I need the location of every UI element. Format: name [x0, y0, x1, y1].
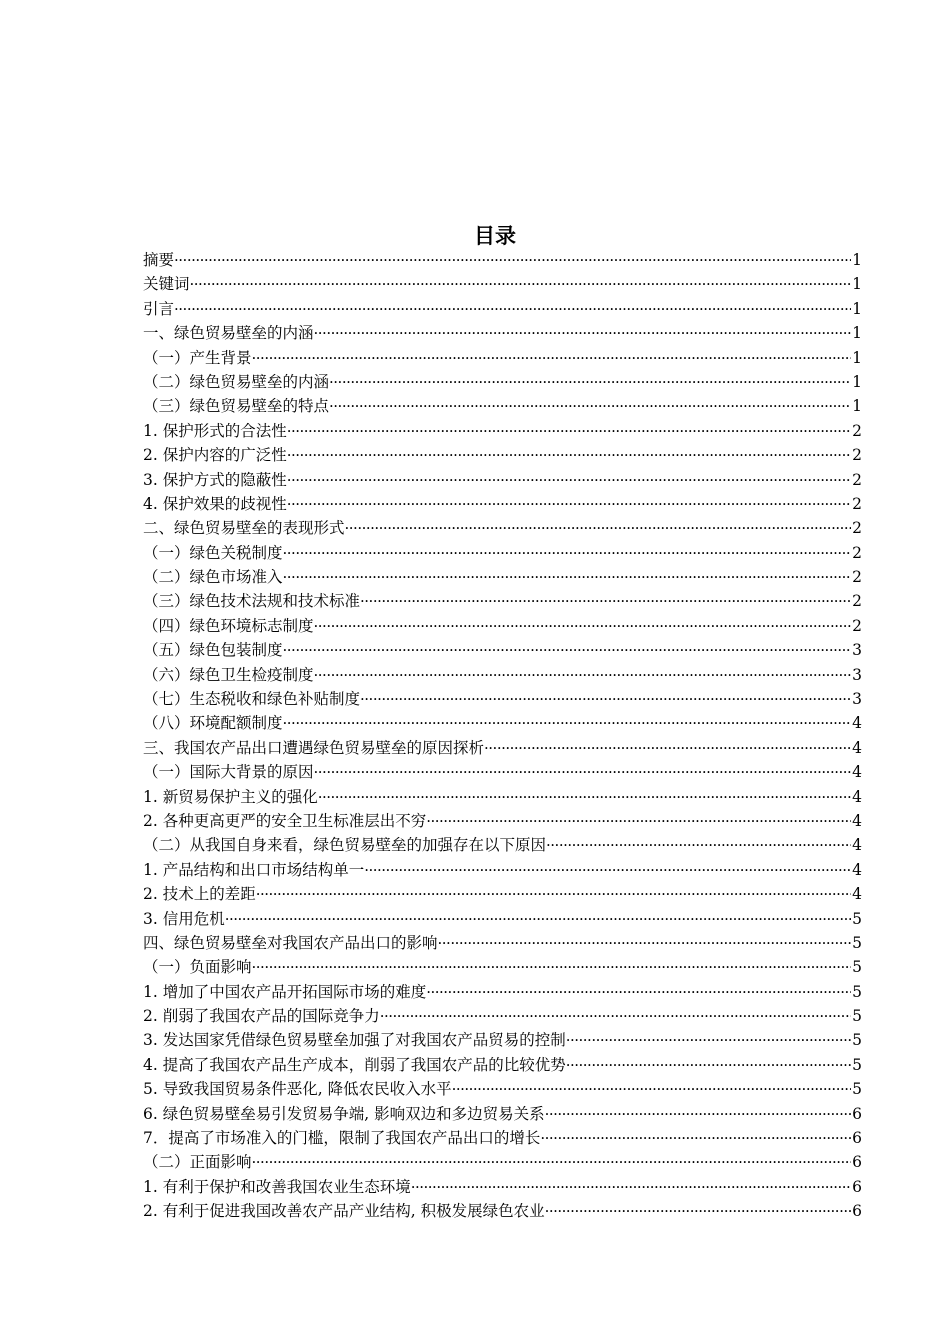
toc-entry-label: 4. 保护效果的歧视性	[143, 494, 287, 513]
toc-entry-page-number: 4	[852, 811, 862, 830]
toc-entry-page-number: 1	[852, 275, 862, 294]
toc-entry-page-number: 2	[852, 519, 862, 538]
toc-entry	[143, 419, 862, 443]
toc-dot-leader	[540, 1126, 851, 1150]
toc-dot-leader	[174, 297, 851, 321]
toc-entry	[143, 736, 862, 760]
toc-entry-label: 四、绿色贸易壁垒对我国农产品出口的影响	[143, 933, 438, 952]
toc-entry	[143, 394, 862, 418]
toc-entry	[143, 468, 862, 492]
toc-entry-label: 一、绿色贸易壁垒的内涵	[143, 324, 314, 343]
toc-entry	[143, 638, 862, 662]
toc-entry-label: （一）产生背景	[143, 348, 252, 367]
toc-entry-page-number: 4	[852, 836, 862, 855]
toc-dot-leader	[174, 248, 851, 272]
toc-entry-page-number: 6	[852, 1177, 862, 1196]
toc-dot-leader	[452, 1077, 852, 1101]
toc-entry-label: 引言	[143, 299, 175, 318]
toc-entry-label: （三）绿色技术法规和技术标准	[143, 592, 361, 611]
toc-entry-page-number: 1	[852, 324, 862, 343]
toc-dot-leader	[287, 492, 851, 516]
toc-entry-label: 1. 新贸易保护主义的强化	[143, 787, 318, 806]
toc-entry	[143, 1150, 862, 1174]
toc-dot-leader	[283, 541, 852, 565]
toc-entry	[143, 565, 862, 589]
toc-entry	[143, 833, 862, 857]
toc-entry	[143, 614, 862, 638]
toc-entry	[143, 297, 862, 321]
toc-dot-leader	[314, 663, 852, 687]
toc-entry-label: 3. 发达国家凭借绿色贸易壁垒加强了对我国农产品贸易的控制	[143, 1031, 566, 1050]
toc-dot-leader	[252, 1150, 852, 1174]
toc-dot-leader	[318, 785, 851, 809]
toc-entry-label: 2. 保护内容的广泛性	[143, 446, 287, 465]
toc-dot-leader	[426, 809, 851, 833]
toc-entry	[143, 785, 862, 809]
toc-dot-leader	[283, 711, 852, 735]
toc-entry-page-number: 2	[852, 592, 862, 611]
toc-dot-leader	[314, 321, 852, 345]
toc-dot-leader	[566, 1029, 851, 1053]
toc-dot-leader	[545, 1199, 852, 1223]
toc-entry-label: 5. 导致我国贸易条件恶化, 降低农民收入水平	[143, 1080, 452, 1099]
toc-dot-leader	[287, 468, 851, 492]
toc-entry-label: （八）环境配额制度	[143, 714, 283, 733]
toc-entry-page-number: 1	[852, 299, 862, 318]
toc-entry-page-number: 4	[852, 738, 862, 757]
toc-dot-leader	[426, 980, 851, 1004]
toc-dot-leader	[345, 516, 852, 540]
toc-entry-label: （六）绿色卫生检疫制度	[143, 665, 314, 684]
toc-entry-page-number: 1	[852, 397, 862, 416]
toc-entry-label: （二）正面影响	[143, 1153, 252, 1172]
toc-entry-label: 2. 技术上的差距	[143, 885, 256, 904]
toc-entry	[143, 492, 862, 516]
toc-dot-leader	[566, 1053, 851, 1077]
toc-list	[143, 248, 862, 1224]
toc-entry-label: 1. 增加了中国农产品开拓国际市场的难度	[143, 982, 427, 1001]
toc-entry-page-number: 3	[852, 690, 862, 709]
toc-dot-leader	[545, 1102, 852, 1126]
toc-entry	[143, 882, 862, 906]
toc-entry-page-number: 1	[852, 372, 862, 391]
toc-entry	[143, 931, 862, 955]
toc-dot-leader	[438, 931, 852, 955]
toc-entry	[143, 346, 862, 370]
toc-dot-leader	[287, 443, 851, 467]
toc-entry	[143, 907, 862, 931]
toc-entry	[143, 687, 862, 711]
toc-entry	[143, 443, 862, 467]
toc-entry-page-number: 2	[852, 421, 862, 440]
toc-entry-label: 二、绿色贸易壁垒的表现形式	[143, 519, 345, 538]
toc-entry-page-number: 4	[852, 860, 862, 879]
toc-dot-leader	[546, 833, 851, 857]
toc-entry	[143, 589, 862, 613]
toc-entry-label: 7．提高了市场准入的门槛，限制了我国农产品出口的增长	[143, 1129, 541, 1148]
toc-entry-label: 摘要	[143, 250, 175, 269]
toc-entry-page-number: 2	[852, 494, 862, 513]
toc-entry-page-number: 5	[852, 982, 862, 1001]
toc-dot-leader	[256, 882, 851, 906]
toc-entry-page-number: 3	[852, 641, 862, 660]
toc-entry-label: （一）负面影响	[143, 958, 252, 977]
toc-entry-page-number: 5	[852, 933, 862, 952]
toc-entry-label: 4. 提高了我国农产品生产成本，削弱了我国农产品的比较优势	[143, 1055, 566, 1074]
toc-entry	[143, 663, 862, 687]
toc-dot-leader	[225, 907, 851, 931]
toc-entry-page-number: 5	[852, 958, 862, 977]
toc-entry-page-number: 4	[852, 885, 862, 904]
toc-entry	[143, 1029, 862, 1053]
toc-entry-page-number: 1	[852, 250, 862, 269]
toc-dot-leader	[252, 346, 852, 370]
toc-entry	[143, 248, 862, 272]
toc-dot-leader	[287, 419, 851, 443]
toc-dot-leader	[484, 736, 851, 760]
toc-dot-leader	[329, 370, 851, 394]
toc-entry-page-number: 5	[852, 909, 862, 928]
toc-entry-label: 关键词	[143, 275, 190, 294]
toc-dot-leader	[411, 1175, 851, 1199]
toc-entry	[143, 711, 862, 735]
toc-entry-label: 三、我国农产品出口遭遇绿色贸易壁垒的原因探析	[143, 738, 485, 757]
toc-entry	[143, 980, 862, 1004]
toc-entry	[143, 1053, 862, 1077]
toc-entry-label: （四）绿色环境标志制度	[143, 616, 314, 635]
toc-title: 目录	[474, 224, 516, 248]
toc-entry-page-number: 6	[852, 1129, 862, 1148]
toc-entry-page-number: 5	[852, 1080, 862, 1099]
toc-entry	[143, 858, 862, 882]
toc-entry-label: 6. 绿色贸易壁垒易引发贸易争端, 影响双边和多边贸易关系	[143, 1104, 545, 1123]
toc-entry	[143, 809, 862, 833]
toc-entry-label: 1. 有利于保护和改善我国农业生态环境	[143, 1177, 411, 1196]
toc-dot-leader	[360, 687, 851, 711]
toc-entry	[143, 1199, 862, 1223]
toc-entry	[143, 1102, 862, 1126]
toc-entry-label: （七）生态税收和绿色补贴制度	[143, 690, 361, 709]
toc-entry-label: （二）从我国自身来看，绿色贸易壁垒的加强存在以下原因	[143, 836, 547, 855]
toc-dot-leader	[380, 1004, 851, 1028]
toc-entry-label: 3. 保护方式的隐蔽性	[143, 470, 287, 489]
toc-dot-leader	[283, 565, 852, 589]
toc-entry-label: 2. 削弱了我国农产品的国际竞争力	[143, 1007, 380, 1026]
toc-entry-label: 2. 有利于促进我国改善农产品产业结构, 积极发展绿色农业	[143, 1202, 545, 1221]
toc-entry-page-number: 2	[852, 616, 862, 635]
toc-entry-label: （一）国际大背景的原因	[143, 763, 314, 782]
toc-dot-leader	[252, 955, 852, 979]
toc-entry-page-number: 2	[852, 568, 862, 587]
toc-entry-label: （五）绿色包装制度	[143, 641, 283, 660]
toc-dot-leader	[364, 858, 851, 882]
toc-entry-page-number: 2	[852, 543, 862, 562]
toc-entry-page-number: 6	[852, 1104, 862, 1123]
toc-entry-page-number: 2	[852, 470, 862, 489]
toc-dot-leader	[314, 614, 852, 638]
toc-entry	[143, 955, 862, 979]
toc-entry-label: （三）绿色贸易壁垒的特点	[143, 397, 330, 416]
toc-entry-label: 3. 信用危机	[143, 909, 225, 928]
toc-dot-leader	[329, 394, 851, 418]
toc-entry	[143, 1175, 862, 1199]
toc-entry-page-number: 4	[852, 714, 862, 733]
toc-entry-page-number: 6	[852, 1202, 862, 1221]
toc-entry	[143, 1077, 862, 1101]
toc-entry	[143, 321, 862, 345]
toc-entry-page-number: 5	[852, 1007, 862, 1026]
toc-entry-label: 2. 各种更高更严的安全卫生标准层出不穷	[143, 811, 427, 830]
toc-entry-label: （二）绿色市场准入	[143, 568, 283, 587]
toc-entry	[143, 516, 862, 540]
toc-entry-label: 1. 产品结构和出口市场结构单一	[143, 860, 365, 879]
toc-entry	[143, 272, 862, 296]
toc-dot-leader	[314, 760, 852, 784]
toc-dot-leader	[190, 272, 852, 296]
toc-entry-label: （二）绿色贸易壁垒的内涵	[143, 372, 330, 391]
toc-entry-page-number: 5	[852, 1031, 862, 1050]
toc-entry-label: 1. 保护形式的合法性	[143, 421, 287, 440]
toc-entry	[143, 370, 862, 394]
toc-entry	[143, 541, 862, 565]
toc-entry-page-number: 3	[852, 665, 862, 684]
toc-entry-page-number: 4	[852, 763, 862, 782]
toc-entry-page-number: 5	[852, 1055, 862, 1074]
toc-entry-page-number: 6	[852, 1153, 862, 1172]
toc-entry-page-number: 4	[852, 787, 862, 806]
toc-dot-leader	[360, 589, 851, 613]
toc-entry-page-number: 1	[852, 348, 862, 367]
toc-entry	[143, 1126, 862, 1150]
toc-entry	[143, 760, 862, 784]
toc-entry-label: （一）绿色关税制度	[143, 543, 283, 562]
toc-entry-page-number: 2	[852, 446, 862, 465]
toc-entry	[143, 1004, 862, 1028]
toc-dot-leader	[283, 638, 852, 662]
